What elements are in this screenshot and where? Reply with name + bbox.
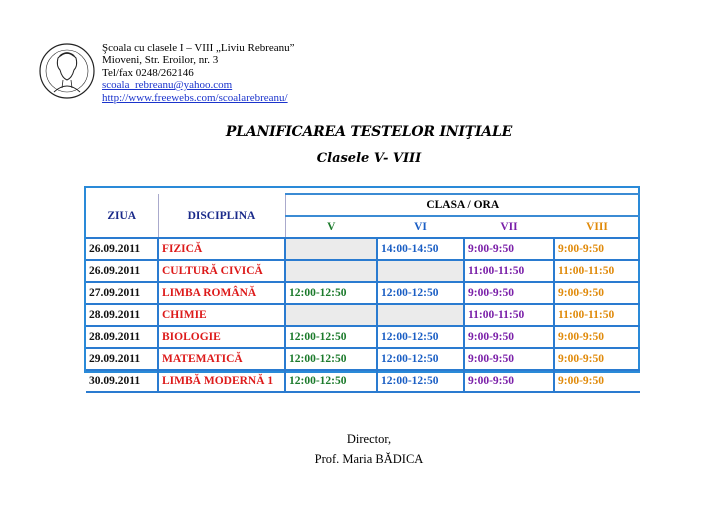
time-cell-v [285,260,377,282]
time-cell-viii: 9:00-9:50 [554,282,640,304]
header-ziua: ZIUA [86,194,158,238]
time-cell-viii: 11:00-11:50 [554,304,640,326]
school-email-link[interactable]: scoala_rebreanu@yahoo.com [102,79,233,92]
table-row [86,238,640,260]
table-row [86,304,640,326]
time-cell-vii: 9:00-9:50 [464,348,554,370]
time-cell-viii: 11:00-11:50 [554,260,640,282]
table-row [86,282,640,304]
school-name: Şcoala cu clasele I – VIII „Liviu Rebreanu” [102,42,295,54]
subject-cell: CULTURĂ CIVICĂ [158,260,285,282]
time-cell-vi: 12:00-12:50 [377,282,464,304]
time-cell-vi: 12:00-12:50 [377,326,464,348]
table-row [86,326,640,348]
time-cell-vii: 9:00-9:50 [464,282,554,304]
time-cell-vii: 9:00-9:50 [464,238,554,260]
time-cell-viii: 9:00-9:50 [554,370,640,392]
date-cell: 27.09.2011 [86,282,158,304]
time-cell-vi [377,260,464,282]
time-cell-v: 12:00-12:50 [285,282,377,304]
date-cell: 28.09.2011 [86,304,158,326]
subject-cell: FIZICĂ [158,238,285,260]
school-address: Mioveni, Str. Eroilor, nr. 3 [102,54,219,67]
subject-cell: BIOLOGIE [158,326,285,348]
time-cell-vi [377,304,464,326]
date-cell: 26.09.2011 [86,260,158,282]
subject-cell: CHIMIE [158,304,285,326]
time-cell-v: 12:00-12:50 [285,348,377,370]
time-cell-vi: 12:00-12:50 [377,348,464,370]
schedule-table [86,193,640,393]
date-cell: 28.09.2011 [86,326,158,348]
time-cell-vi: 12:00-12:50 [377,370,464,392]
date-cell: 30.09.2011 [86,370,158,392]
school-header [102,42,295,104]
subject-cell: LIMBA ROMÂNĂ [158,282,285,304]
header-clasa-ora: CLASA / ORA [285,194,640,216]
page-subtitle: Clasele V- VIII [316,151,422,166]
time-cell-v [285,238,377,260]
time-cell-vii: 9:00-9:50 [464,326,554,348]
subject-cell: MATEMATICĂ [158,348,285,370]
time-cell-vi: 14:00-14:50 [377,238,464,260]
time-cell-v: 12:00-12:50 [285,370,377,392]
header-disciplina: DISCIPLINA [158,194,285,238]
time-cell-vii: 11:00-11:50 [464,304,554,326]
signature-name: Prof. Maria BĂDICA [314,452,424,466]
time-cell-v: 12:00-12:50 [285,326,377,348]
school-website-link[interactable]: http://www.freewebs.com/scoalarebreanu/ [102,91,288,104]
time-cell-viii: 9:00-9:50 [554,238,640,260]
time-cell-v [285,304,377,326]
header-class-vii: VII [464,216,554,238]
header-class-v: V [285,216,377,238]
date-cell: 29.09.2011 [86,348,158,370]
table-row [86,348,640,370]
time-cell-viii: 9:00-9:50 [554,348,640,370]
subject-cell: LIMBĂ MODERNĂ 1 [158,370,285,392]
time-cell-vii: 9:00-9:50 [464,370,554,392]
date-cell: 26.09.2011 [86,238,158,260]
school-logo-seal [38,36,96,106]
signature-role: Director, [346,432,392,446]
header-class-vi: VI [377,216,464,238]
table-row [86,260,640,282]
time-cell-viii: 9:00-9:50 [554,326,640,348]
page-title: PLANIFICAREA TESTELOR INIŢIALE [225,124,513,140]
time-cell-vii: 11:00-11:50 [464,260,554,282]
school-phone: Tel/fax 0248/262146 [102,66,194,79]
header-class-viii: VIII [554,216,640,238]
table-row [86,370,640,392]
